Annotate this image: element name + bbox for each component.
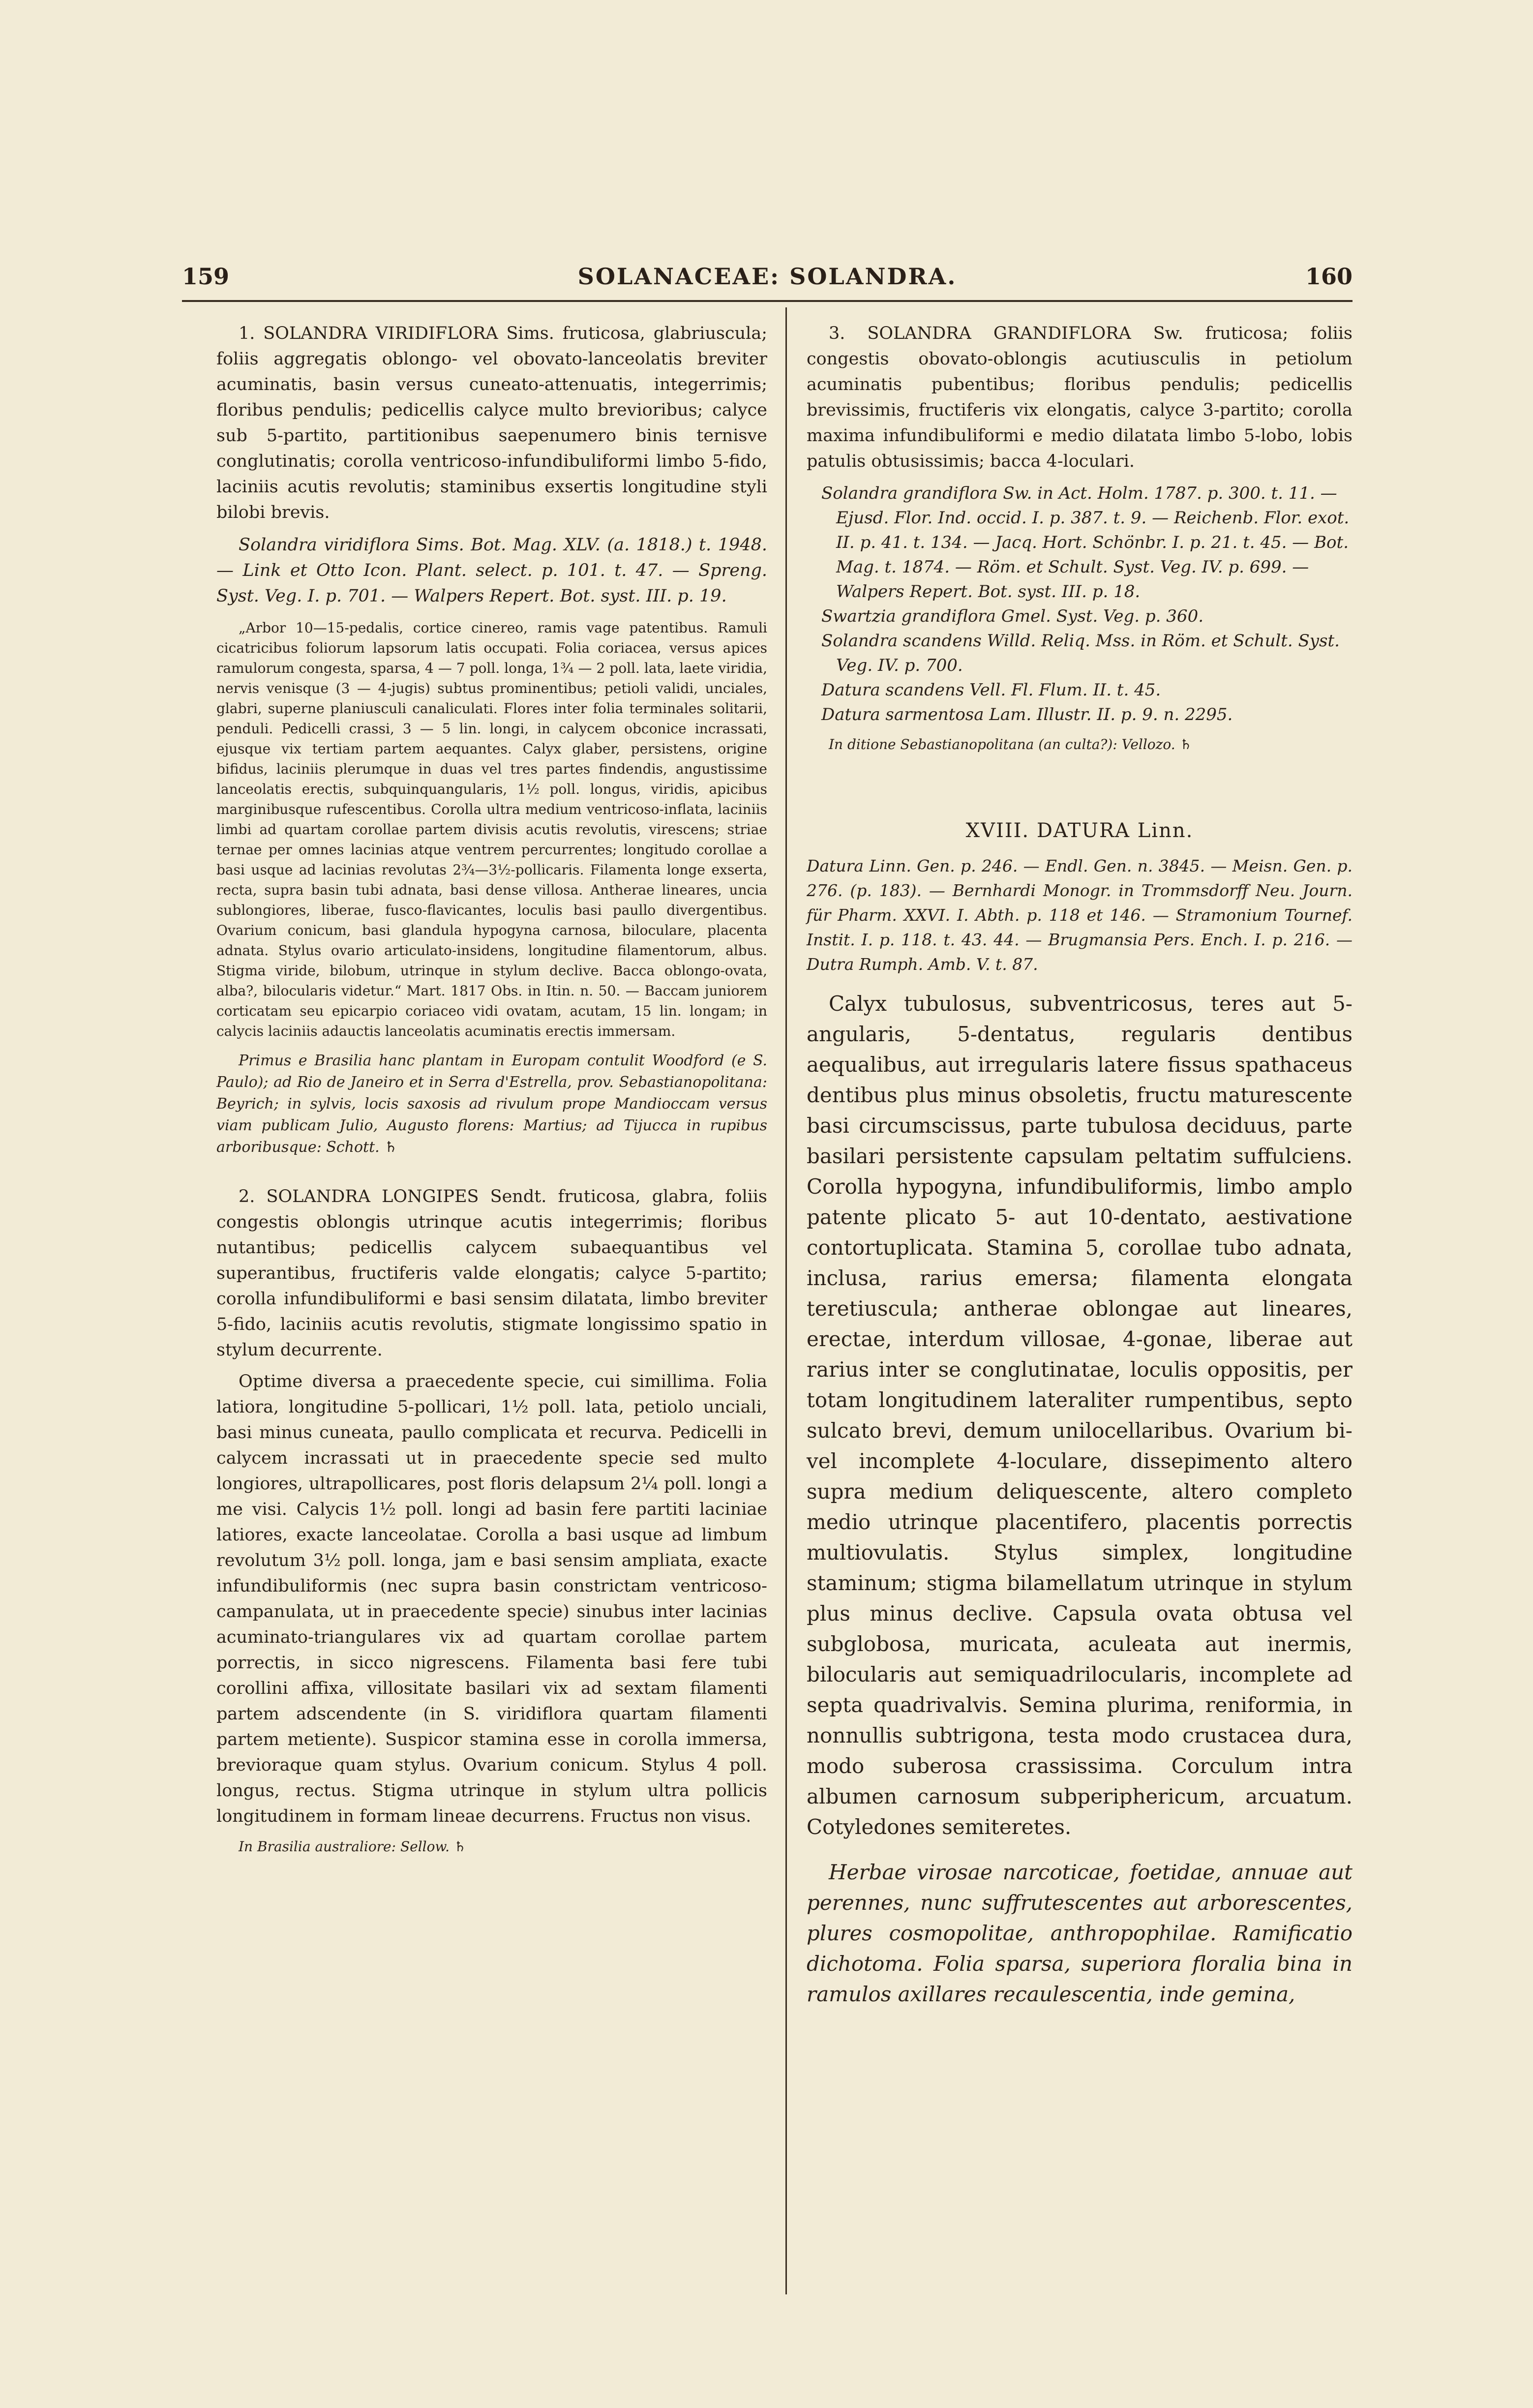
species-1-description: „Arbor 10—15-pedalis, cortice cinereo, ramis vage patentibus. Ramuli cicatricibus foliorum lapsorum latis occupati. Folia coriacea, versus apices ramulorum congesta, sparsa, 4 — 7 poll. longa, 1¾ — 2 poll. lata, laete viridia, nervis venisque (3 — 4-jugis) subtus prominentibus; petioli validi, unciales, glabri, superne planiusculi canaliculati. Flores inter folia terminales solitarii, penduli. Pedicelli crassi, 3 — 5 lin. longi, in calycem obconice incrassati, ejusque vix tertiam partem aequantes. Calyx glaber, persistens, origine bifidus, laciniis plerumque in duas vel tres partes findendis, angustissime lanceolatis erectis, subquinquangularis, 1½ poll. longus, viridis, apicibus marginibusque rufescentibus. Corolla ultra medium ventricoso-inflata, laciniis limbi ad quartam corollae partem divisis acutis revolutis, virescens; striae ternae per omnes lacinias atque ventrem percurrentes; longitudo corollae a basi usque ad lacinias revolutas 2¾—3½-pollicaris. Filamenta longe exserta, recta, supra basin tubi adnata, basi dense villosa. Antherae lineares, uncia sublongiores, liberae, fusco-flavicantes, loculis basi paullo divergentibus. Ovarium conicum, basi glandula hypogyna carnosa, biloculare, placenta adnata. Stylus ovario articulato-insidens, longitudine filamentorum, albus. Stigma viride, bilobum, utrinque in stylum declive. Bacca oblongo-ovata, alba?, bilocularis videtur.“ Mart. 1817 Obs. in Itin. n. 50. — Baccam juniorem corticatam seu epicarpio coriaceo vidi ovatam, acutam, 15 lin. longam; in calycis laciniis adauctis lanceolatis acuminatis erectis immersam. (216, 620, 767, 1039)
reference-line: Solandra grandiflora Sw. in Act. Holm. 1787. p. 300. t. 11. — Ejusd. Flor. Ind. occid. I. p. 387. t. 9. — Reichenb. Flor. exot. II. p. 41. t. 134. — Jacq. Hort. Schönbr. I. p. 21. t. 45. — Bot. Mag. t. 1874. — Röm. et Schult. Syst. Veg. IV. p. 699. — Walpers Repert. Bot. syst. III. p. 18. (821, 483, 1350, 602)
reference-line: Solandra scandens Willd. Reliq. Mss. in Röm. et Schult. Syst. Veg. IV. p. 700. (821, 631, 1340, 675)
genus-heading: XVIII. DATURA Linn. (965, 819, 1194, 842)
species-2-description: Optime diversa a praecedente specie, cui simillima. Folia latiora, longitudine 5-pollicari, 1½ poll. lata, petiolo unciali, basi minus cuneata, paullo complicata et recurva. Pedicelli in calycem incrassati ut in praecedente specie sed multo longiores, ultrapollicares, post floris delapsum 2¼ poll. longi a me visi. Calycis 1½ poll. longi ad basin fere partiti laciniae latiores, exacte lanceolatae. Corolla a basi usque ad limbum revolutum 3½ poll. longa, jam e basi sensim ampliata, exacte infundibuliformis (nec supra basin constrictam ventricoso-campanulata, ut in praecedente specie) sinubus inter lacinias acuminato-triangulares vix ad quartam corollae partem porrectis, in sicco nigrescens. Filamenta basi fere tubi corollini affixa, villositate basilari vix ad sextam filamenti partem adscendente (in S. viridiflora quartam filamenti partem metiente). Suspicor stamina esse in corolla immersa, brevioraque quam stylus. Ovarium conicum. Stylus 4 poll. longus, rectus. Stigma utrinque in stylum ultra pollicis longitudinem in formam lineae decurrens. Fructus non visus. (216, 1372, 767, 1826)
page-number-right: 160 (1305, 263, 1353, 290)
species-1-locality: Primus e Brasilia hanc plantam in Europam contulit Woodford (e S. Paulo); ad Rio de Janeiro et in Serra d'Estrella, prov. Sebastianopolitana: Beyrich; in sylvis, locis saxosis ad rivulum prope Mandioccam versus viam publicam Julio, Augusto florens: Martius; ad Tijucca in rupibus arboribusque: Schott. ♄ (216, 1052, 767, 1156)
species-3-diagnosis: 3. SOLANDRA GRANDIFLORA Sw. fruticosa; foliis congestis obovato-oblongis acutiusculis in petiolum acuminatis pubentibus; floribus pendulis; pedicellis brevissimis, fructiferis vix elongatis, calyce 3-partito; corolla maxima infundibuliformi e medio dilatata limbo 5-lobo, lobis patulis obtusissimis; bacca 4-loculari. (807, 324, 1353, 471)
species-2-habitat: In Brasilia australiore: Sellow. ♄ (239, 1838, 467, 1855)
species-3-references (807, 481, 1353, 727)
species-2-diagnosis: 2. SOLANDRA LONGIPES Sendt. fruticosa, glabra, foliis congestis oblongis utrinque acutis integerrimis; floribus nutantibus; pedicellis calycem subaequantibus vel superantibus, fructiferis valde elongatis; calyce 5-partito; corolla infundibuliformi e basi sensim dilatata, limbo breviter 5-fido, laciniis acutis revolutis, stigmate longissimo spatio in stylum decurrente. (216, 1187, 767, 1360)
running-header (182, 263, 1353, 302)
species-1-references: Solandra viridiflora Sims. Bot. Mag. XLV. (a. 1818.) t. 1948. — Link et Otto Icon. Plant. select. p. 101. t. 47. — Spreng. Syst. Veg. I. p. 701. — Walpers Repert. Bot. syst. III. p. 19. (216, 535, 767, 606)
genus-habit: Herbae virosae narcoticae, foetidae, annuae aut perennes, nunc suffrutescentes aut arborescentes, plures cosmopolitae, anthropophilae. Ramificatio dichotoma. Folia sparsa, superiora floralia bina in ramulos axillares recaulescentia, inde gemina, (807, 1860, 1353, 2006)
reference-line: Datura sarmentosa Lam. Illustr. II. p. 9. n. 2295. (821, 705, 1233, 724)
running-title: SOLANACEAE: SOLANDRA. (577, 263, 957, 290)
genus-references: Datura Linn. Gen. p. 246. — Endl. Gen. n. 3845. — Meisn. Gen. p. 276. (p. 183). — Bernhardi Monogr. in Trommsdorff Neu. Journ. für Pharm. XXVI. I. Abth. p. 118 et 146. — Stramonium Tournef. Instit. I. p. 118. t. 43. 44. — Brugmansia Pers. Ench. I. p. 216. — Dutra Rumph. Amb. V. t. 87. (807, 856, 1353, 974)
species-3-habitat: In ditione Sebastianopolitana (an culta?): Vellozo. ♄ (829, 736, 1192, 752)
species-1-diagnosis: 1. SOLANDRA VIRIDIFLORA Sims. fruticosa, glabriuscula; foliis aggregatis oblongo- vel obovato-lanceolatis breviter acuminatis, basin versus cuneato-attenuatis, integerrimis; floribus pendulis; pedicellis calyce multo brevioribus; calyce sub 5-partito, partitionibus saepenumero binis ternisve conglutinatis; corolla ventricoso-infundibuliformi limbo 5-fido, laciniis acutis revolutis; staminibus exsertis longitudine styli bilobi brevis. (216, 324, 767, 522)
reference-line: Datura scandens Vell. Fl. Flum. II. t. 45. (821, 680, 1161, 700)
genus-description: Calyx tubulosus, subventricosus, teres aut 5-angularis, 5-dentatus, regularis dentibus aequalibus, aut irregularis latere fissus spathaceus dentibus plus minus obsoletis, fructu maturescente basi circumscissus, parte tubulosa deciduus, parte basilari persistente capsulam peltatim suffulciens. Corolla hypogyna, infundibuliformis, limbo amplo patente plicato 5- aut 10-dentato, aestivatione contortuplicata. Stamina 5, corollae tubo adnata, inclusa, rarius emersa; filamenta elongata teretiuscula; antherae oblongae aut lineares, erectae, interdum villosae, 4-gonae, liberae aut rarius inter se conglutinatae, loculis oppositis, per totam longitudinem lateraliter rumpentibus, septo sulcato brevi, demum unilocellaribus. Ovarium bi- vel incomplete 4-loculare, dissepimento altero supra medium deliquescente, altero completo medio utrinque placentifero, placentis porrectis multiovulatis. Stylus simplex, longitudine staminum; stigma bilamellatum utrinque in stylum plus minus declive. Capsula ovata obtusa vel subglobosa, muricata, aculeata aut inermis, bilocularis aut semiquadrilocularis, incomplete ad septa quadrivalvis. Semina plurima, reniformia, in nonnullis subtrigona, testa modo crustacea dura, modo suberosa crassissima. Corculum intra albumen carnosum subperiphericum, arcuatum. Cotyledones semiteretes. (807, 992, 1353, 1839)
reference-line: Swartzia grandiflora Gmel. Syst. Veg. p. 360. (821, 606, 1204, 626)
right-column (807, 315, 1353, 2010)
left-column (216, 315, 767, 1858)
column-divider (785, 307, 787, 2294)
page-number-left: 159 (182, 263, 230, 290)
header-rule (182, 300, 1353, 302)
